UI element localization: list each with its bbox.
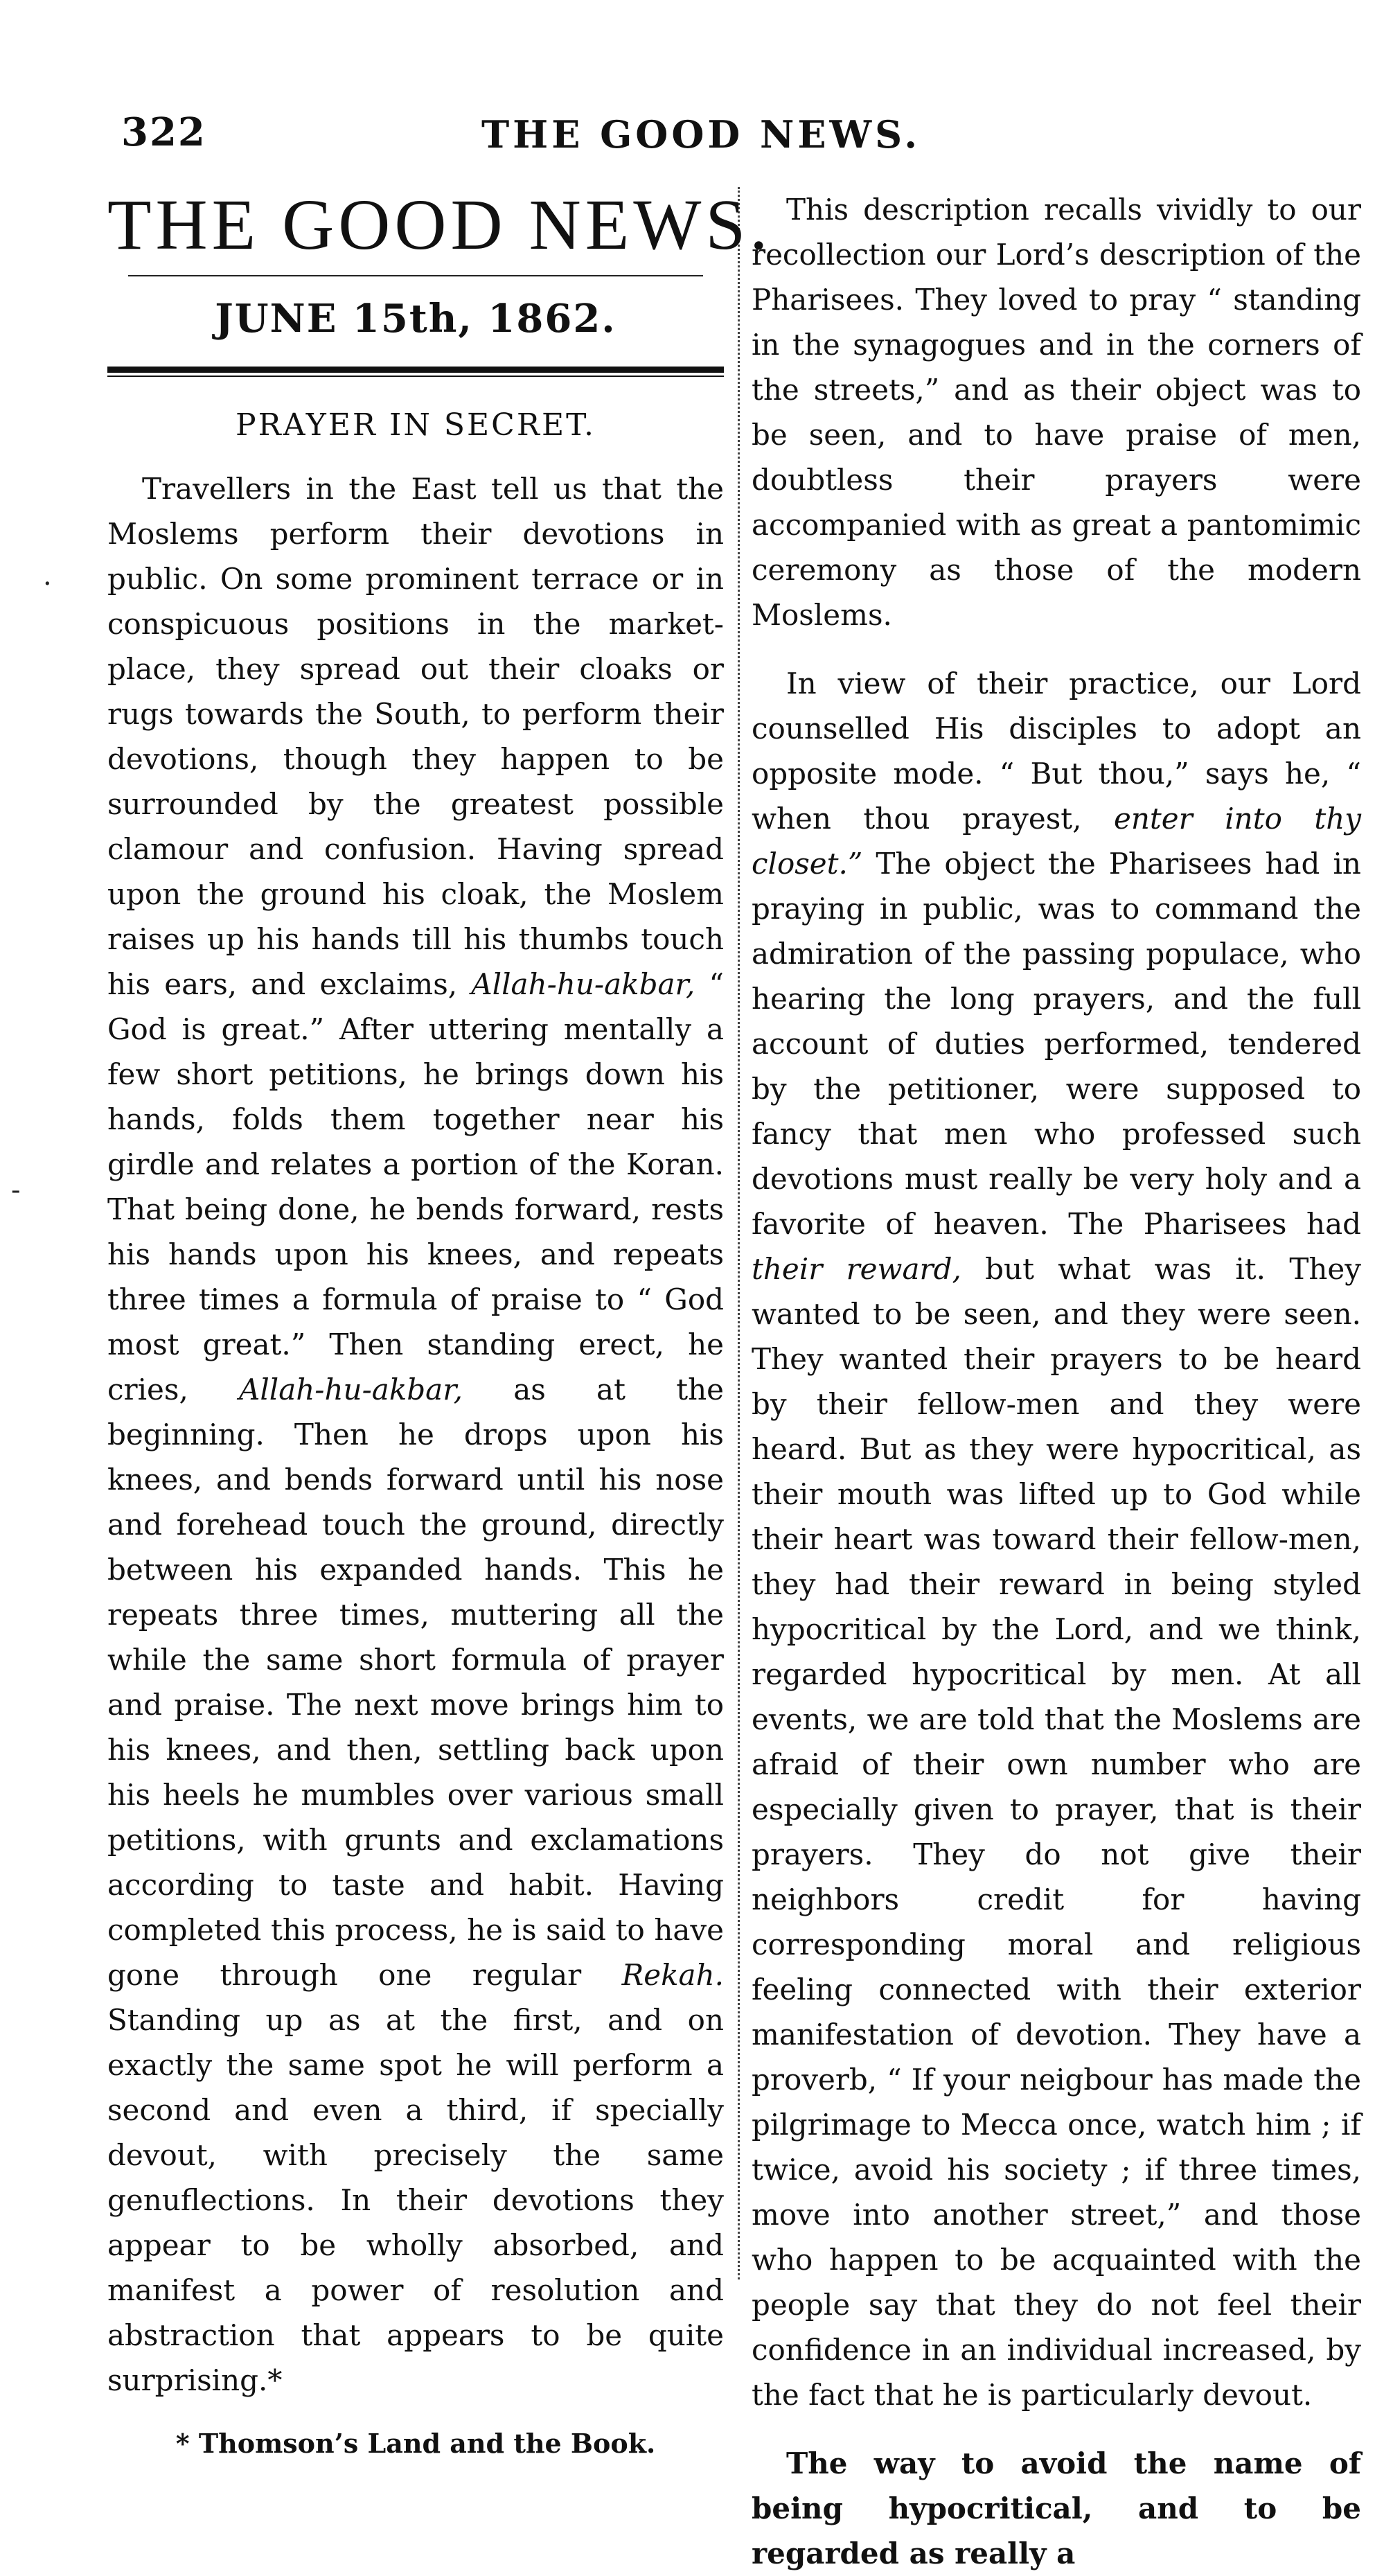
text-run: “ God is great.” After uttering mentally a few short petitions, he brings down his hands, folds them together near his girdle and relates a portion of the Koran. That being done, he bends forward, rests his hands upon his knees, and repeats three times a formula of praise to “ God most great.” Then standing erect, he cries, xyxy=(107,967,725,1407)
text-run: Standing up as at the first, and on exactly the same spot he will perform a second and even a third, if specially devout, with precisely the same genuflections. In their devotions they appear to be wholly absorbed, and manifest a power of resolution and abstraction that appears to be quite surprising.* xyxy=(107,2003,724,2398)
running-title: THE GOOD NEWS. xyxy=(481,112,921,157)
italic-phrase: their reward, xyxy=(752,1252,961,1286)
masthead-title: THE GOOD NEWS. xyxy=(107,185,772,265)
italic-phrase: Allah-hu-akbar, xyxy=(471,967,695,1002)
text-run: The object the Pharisees had in praying in public, was to command the admiration of the passing populace, who hearing the long prayers, and the full account of duties performed, tendered by the petitioner, were supposed to fancy that men who professed such devotions must really be very holy and a favorite of heaven. The Pharisees had xyxy=(752,847,1361,1241)
double-rule xyxy=(107,367,724,377)
column-divider xyxy=(738,187,742,2279)
right-column xyxy=(752,187,1361,2576)
margin-dash: - xyxy=(11,1174,21,1206)
masthead-rule xyxy=(128,275,703,276)
footnote: * Thomson’s Land and the Book. xyxy=(175,2428,656,2460)
italic-phrase: enter into thy closet.” xyxy=(752,802,1362,881)
article-paragraph-4: The way to avoid the name of being hypocritical, and to be regarded as really a xyxy=(752,2446,1361,2570)
page-number: 322 xyxy=(121,109,206,155)
issue-date: JUNE 15th, 1862. xyxy=(215,296,616,342)
italic-phrase: Rekah. xyxy=(621,1958,724,1993)
italic-phrase: Allah-hu-akbar, xyxy=(239,1373,463,1407)
text-run: as at the beginning. Then he drops upon his knees, and bends forward until his nose and forehead touch the ground, directly between his expanded hands. This he repeats three times, muttering all the while the same short formula of prayer and praise. The next move brings him to his knees, and then, settling back upon his heels he mumbles over various small petitions, with grunts and exclamations according to taste and habit. Having completed this process, he is said to have gone through one regular xyxy=(107,1373,724,1993)
text-run: but what was it. They wanted to be seen, and they were seen. They wanted their prayers to be heard by their fellow-men and they were heard. But as they were hypocritical, as their mouth was lifted up to God while their heart was toward their fellow-men, they had their reward in being styled hypocritical by the Lord, and we think, regarded hypocritical by men. At all events, we are told that the Moslems are afraid of their own number who are especially given to prayer, that is their prayers. They do not give their neighbors credit for having corresponding moral and religious feeling connected with their exterior manifestation of devotion. They have a proverb, “ If your neigbour has made the pilgrimage to Mecca once, watch him ; if twice, avoid his society ; if three times, move into another street,” and those who happen to be acquainted with the people say that they do not feel their confidence in an individual increased, by the fact that he is particularly devout. xyxy=(752,1252,1361,2412)
article-paragraph-1 xyxy=(107,466,724,2403)
text-run: In view of their practice, our Lord counselled His disciples to adopt an opposite mode. “ But thou,” says he, “ when thou prayest, xyxy=(752,667,1361,836)
margin-dot: · xyxy=(43,568,52,600)
left-column xyxy=(107,185,772,2460)
article-paragraph-3 xyxy=(752,661,1361,2417)
running-head xyxy=(121,109,1354,172)
article-paragraph-2: This description recalls vividly to our recollection our Lord’s description of the Pharisees. They loved to pray “ standing in the synagogues and in the corners of the streets,” and as their object was to be seen, and to have praise of men, doubtless their prayers were accompanied with as great a pantomimic ceremony as those of the modern Moslems. xyxy=(752,193,1361,632)
text-run: Travellers in the East tell us that the Moslems perform their devotions in public. On some prominent terrace or in conspicuous positions in the market-place, they spread out their cloaks or rugs towards the South, to perform their devotions, though they happen to be surrounded by the greatest possible clamour and confusion. Having spread upon the ground his cloak, the Moslem raises up his hands till his thumbs touch his ears, and exclaims, xyxy=(107,472,724,1002)
article-title: PRAYER IN SECRET. xyxy=(236,407,596,443)
